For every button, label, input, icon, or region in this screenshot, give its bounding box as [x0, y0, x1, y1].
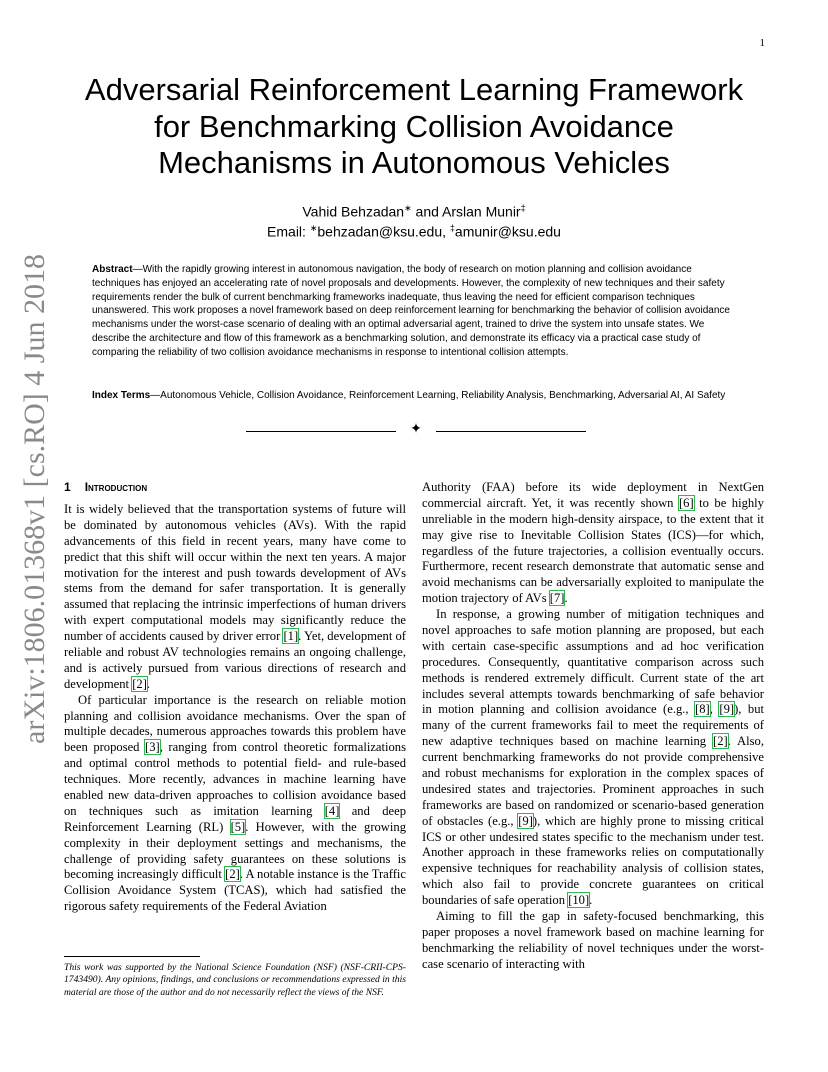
diamond-ornament-icon: ✦	[410, 421, 422, 437]
citation-link[interactable]: [1]	[283, 629, 299, 644]
abstract-label: Abstract	[92, 264, 133, 275]
citation-link[interactable]: [9]	[518, 813, 533, 828]
section-number: 1	[64, 480, 71, 494]
divider-line-left	[246, 431, 396, 432]
right-column	[422, 480, 764, 973]
citation-link[interactable]: [2]	[225, 867, 240, 882]
paper-title: Adversarial Reinforcement Learning Framework for Benchmarking Collision Avoidance Mechanisms in Autonomous Vehicles	[84, 72, 744, 181]
citation-link[interactable]: [10]	[568, 893, 590, 908]
author-name-2: Arslan Munir	[442, 203, 521, 220]
email-1[interactable]: behzadan@ksu.edu	[317, 223, 443, 240]
index-terms	[92, 389, 740, 403]
paragraph: Authority (FAA) before its wide deployment in NextGen commercial aircraft. Yet, it was recently shown [6] to be highly unreliable in the modern high-density airspace, to the extent that it may give rise to Inevitable Collision States (ICS)—for which, regardless of the future trajectories, a collision eventually occurs. Furthermore, recent research demonstrate that automatic sense and avoid mechanisms can be adversarially exploited to manipulate the motion trajectory of AVs [7].	[422, 480, 764, 606]
email-2[interactable]: amunir@ksu.edu	[454, 223, 561, 240]
affiliation-mark-2: ‡	[520, 203, 526, 213]
arxiv-stamp-container	[12, 254, 58, 744]
email-line: Email: ∗behzadan@ksu.edu, ‡amunir@ksu.edu	[267, 222, 561, 240]
affiliation-mark-1: ∗	[404, 203, 412, 213]
citation-link[interactable]: [8]	[695, 702, 710, 717]
paragraph: Aiming to fill the gap in safety-focused benchmarking, this paper proposes a novel framework based on machine learning for benchmarking the reliability of novel techniques under the worst-case scenario of interacting with	[422, 909, 764, 971]
citation-link[interactable]: [3]	[145, 740, 160, 755]
citation-link[interactable]: [6]	[678, 495, 694, 510]
section-heading	[64, 480, 406, 494]
citation-link[interactable]: [5]	[230, 819, 246, 834]
page-number: 1	[759, 37, 765, 49]
abstract	[92, 263, 740, 360]
index-terms-text: —Autonomous Vehicle, Collision Avoidance, Reinforcement Learning, Reliability Analysis, Benchmarking, Adversarial AI, AI Safety	[150, 390, 726, 401]
section-divider	[246, 421, 586, 438]
email-mark-1: ∗	[309, 222, 318, 233]
citation-link[interactable]: [9]	[719, 702, 735, 717]
author-block	[64, 202, 764, 241]
citation-link[interactable]: [2]	[132, 676, 147, 691]
arxiv-stamp: arXiv:1806.01368v1 [cs.RO] 4 Jun 2018	[18, 254, 51, 744]
abstract-text: —With the rapidly growing interest in autonomous navigation, the body of research on motion planning and collision avoidance techniques has enjoyed an accelerating rate of novel proposals and developments. However, the complexity of new techniques and their safety requirements render the bulk of current benchmarking frameworks inadequate, thus leaving the need for efficient comparison techniques unanswered. This work proposes a novel framework based on deep reinforcement learning for benchmarking the behavior of collision avoidance mechanisms under the worst-case scenario of dealing with an optimal adversarial agent, trained to drive the system into unsafe states. We describe the architecture and flow of this framework as a benchmarking solution, and demonstrate its efficacy via a practical case study of comparing the reliability of two collision avoidance mechanisms in response to intentional collision attempts.	[92, 264, 730, 358]
section-title: Introduction	[84, 480, 148, 494]
citation-link[interactable]: [2]	[713, 734, 728, 749]
divider-line-right	[436, 431, 586, 432]
footnote-rule	[64, 956, 200, 957]
paragraph: It is widely believed that the transportation systems of future will be dominated by autonomous vehicles (AVs). With the rapid advancements of this field in recent years, many have come to predict that this shift will occur within the next ten years. A major motivation for the interest and push towards development of AVs stems from the demand for safer transportation. It is generally assumed that replacing the intrinsic imperfections of human drivers with expert computational models may significantly reduce the number of accidents caused by driver error [1]. Yet, development of reliable and robust AV technologies remains an ongoing challenge, and is actively pursued from various directions of research and development [2].	[64, 502, 406, 691]
citation-link[interactable]: [7]	[549, 591, 565, 606]
index-terms-label: Index Terms	[92, 390, 151, 401]
author-line	[64, 202, 764, 222]
email-label: Email:	[267, 223, 310, 240]
author-name-1: Vahid Behzadan	[302, 203, 405, 220]
paragraph: In response, a growing number of mitigation techniques and novel approaches to safe motion planning are proposed, but each with certain case-specific assumptions and ad hoc verification procedures. Consequently, quantitative comparison across such methods is rendered extremely difficult. Current state of the art includes several attempts towards benchmarking of safe behavior in motion planning and collision avoidance (e.g., [8], [9]), but many of the current frameworks fail to meet the requirements of new adaptive techniques based on machine learning [2]. Also, current benchmarking frameworks do not provide comprehensive and robust mechanisms for exploration in the complex spaces of undesired states and trajectories. Prominent approaches in such frameworks are based on randomized or scenario-based generation of obstacles (e.g., [9]), which are highly prone to missing critical ICS or other undesired states specific to the mechanism under test. Another approach in these frameworks relies on computationally expensive techniques for reachability analysis of collision states, which also fail to provide concrete guarantees on critical boundaries of safe operation [10].	[422, 607, 764, 908]
footnote: This work was supported by the National Science Foundation (NSF) (NSF-CRII-CPS-1743490). Any opinions, findings, and conclusions or recommendations expressed in this material are those of the author and do not necessarily reflect the views of the NSF.	[64, 962, 406, 998]
author-conjunction: and	[411, 203, 443, 220]
paragraph: Of particular importance is the research on reliable motion planning and collision avoidance mechanisms. Over the span of multiple decades, numerous approaches towards this problem have been proposed [3], ranging from control theoretic formalizations and optimal control methods to potential field- and rule-based techniques. More recently, advances in machine learning have enabled new data-driven approaches to collision avoidance based on techniques such as imitation learning [4] and deep Reinforcement Learning (RL) [5]. However, with the growing complexity in their deployment settings and mechanisms, the challenge of providing safety guarantees on these solutions is becoming increasingly difficult [2]. A notable instance is the Traffic Collision Avoidance System (TCAS), which had satisfied the rigorous safety requirements of the Federal Aviation	[64, 692, 406, 914]
citation-link[interactable]: [4]	[324, 803, 340, 818]
email-mark-2: ‡	[449, 222, 455, 233]
left-column	[64, 480, 406, 915]
